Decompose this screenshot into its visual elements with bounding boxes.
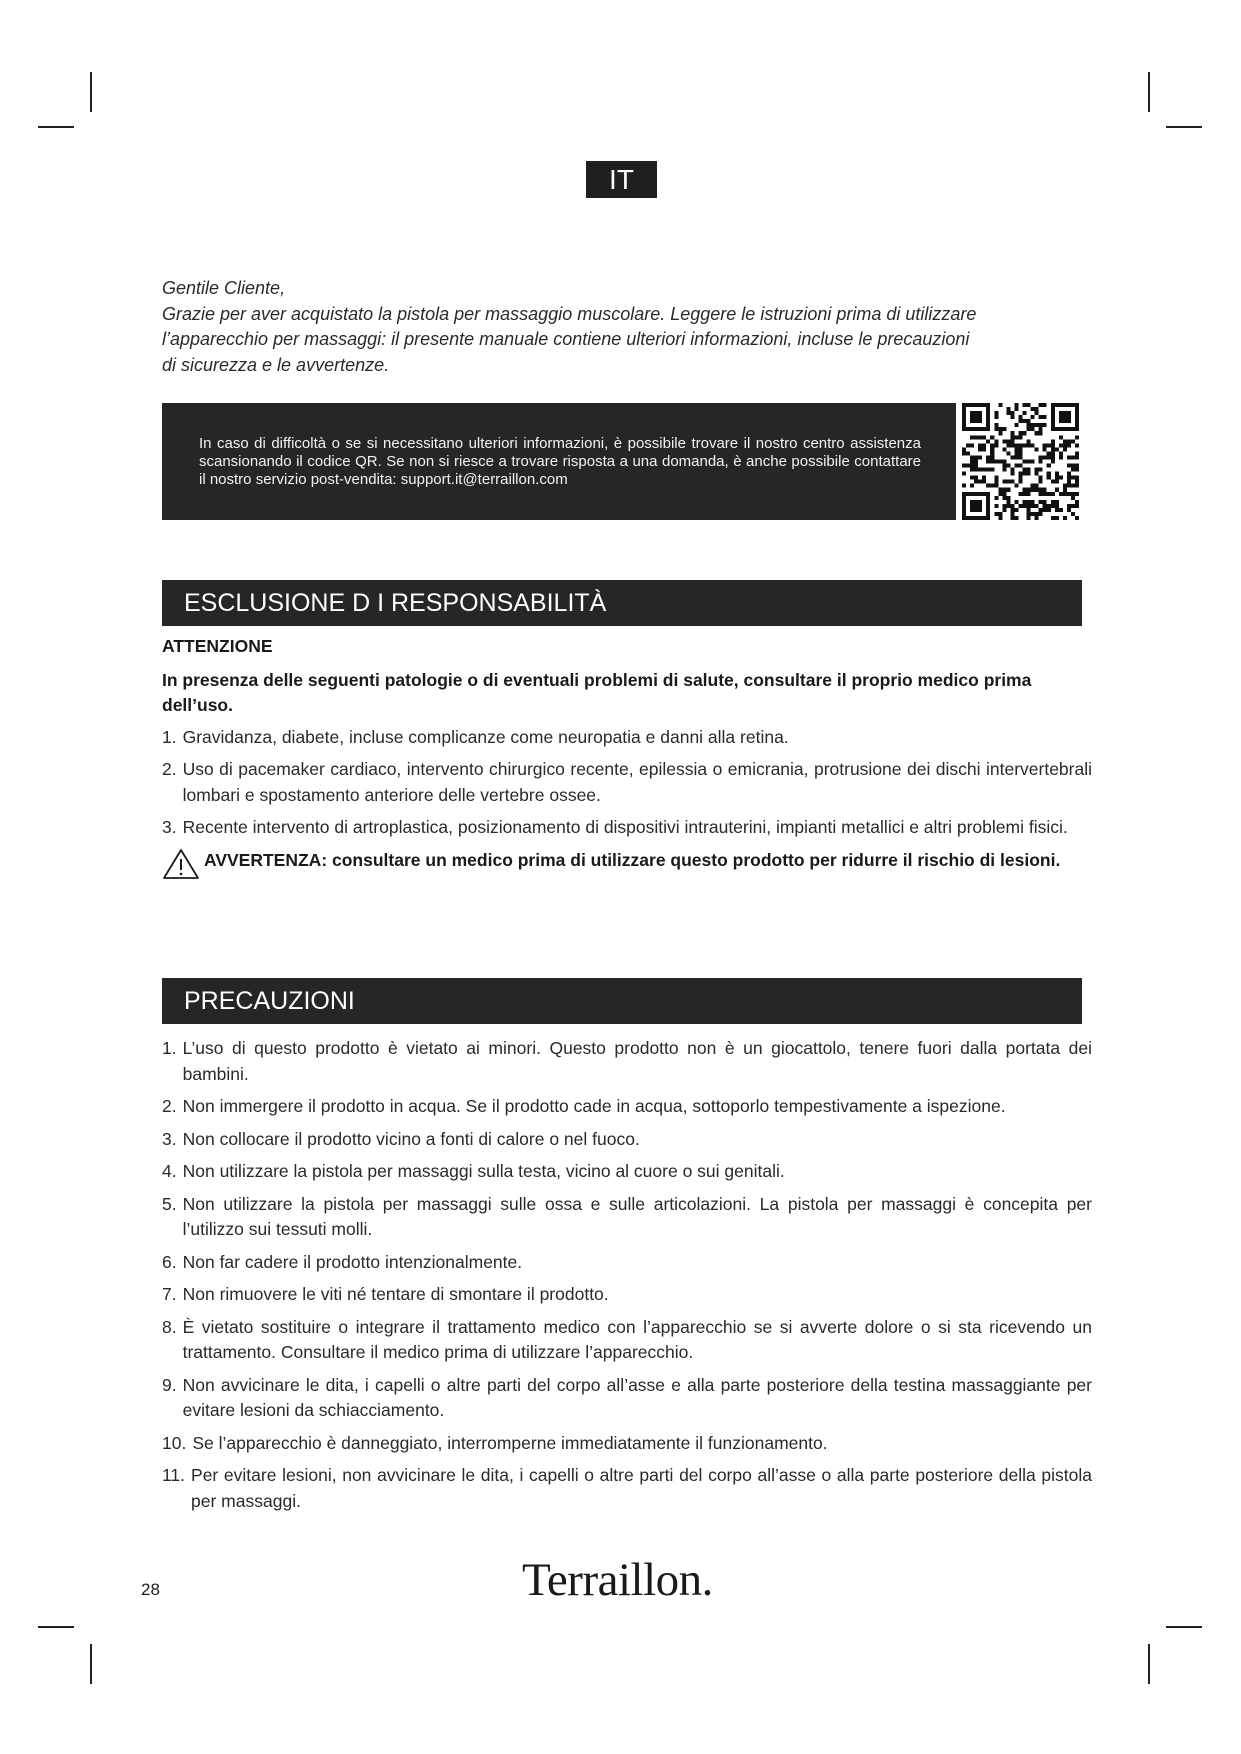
brand-logo: Terraillon. [522, 1554, 713, 1606]
item-number: 2. [162, 1096, 177, 1116]
item-text: Recente intervento di artroplastica, posizionamento di dispositivi intrauterini, impianti metallici e altri problemi fisici. [182, 817, 1068, 837]
item-text: Non rimuovere le viti né tentare di smontare il prodotto. [182, 1284, 609, 1304]
item-number: 10. [162, 1432, 187, 1453]
warning-text: AVVERTENZA: consultare un medico prima di utilizzare questo prodotto per ridurre il rischio di lesioni. [204, 849, 1061, 870]
list-item [162, 815, 1092, 841]
crop-mark [90, 1644, 92, 1684]
list-item [162, 1036, 1092, 1087]
item-text: Uso di pacemaker cardiaco, intervento chirurgico recente, epilessia o emicrania, protrusione dei dischi intervertebrali lombari e spostamento anteriore delle vertebre ossee. [182, 759, 1092, 805]
support-info-box [162, 403, 956, 520]
intro-line: l’apparecchio per massaggi: il presente manuale contiene ulteriori informazioni, incluse le precauzioni [162, 329, 970, 349]
item-number: 9. [162, 1374, 177, 1395]
list-item [162, 1431, 1092, 1457]
item-number: 2. [162, 759, 177, 779]
item-number: 1. [162, 1038, 177, 1058]
item-text: Non immergere il prodotto in acqua. Se il prodotto cade in acqua, sottoporlo tempestivamente a ispezione. [182, 1096, 1006, 1116]
list-item [162, 1315, 1092, 1366]
list-item [162, 1373, 1092, 1424]
item-text: È vietato sostituire o integrare il trattamento medico con l’apparecchio se si avverte dolore o si sta ricevendo un trattamento. Consultare il medico prima di utilizzare l’apparecchio. [182, 1316, 1092, 1362]
crop-mark [38, 126, 74, 128]
crop-mark [1166, 1626, 1202, 1628]
item-text: Per evitare lesioni, non avvicinare le dita, i capelli o altre parti del corpo all’asse o alla parte posteriore della pistola per massaggi. [191, 1465, 1092, 1511]
list-item [162, 1159, 1092, 1185]
item-text: L’uso di questo prodotto è vietato ai minori. Questo prodotto non è un giocattolo, tenere fuori dalla portata dei bambini. [182, 1038, 1092, 1084]
item-number: 5. [162, 1193, 177, 1214]
section-header-precautions [162, 978, 1082, 1024]
crop-mark [1166, 126, 1202, 128]
item-number: 8. [162, 1316, 177, 1337]
item-text: Gravidanza, diabete, incluse complicanze come neuropatia e danni alla retina. [182, 726, 789, 747]
language-badge: IT [586, 161, 657, 198]
section-title: ESCLUSIONE D I RESPONSABILITÀ [184, 588, 607, 617]
crop-mark [1148, 72, 1150, 112]
item-number: 3. [162, 1128, 177, 1149]
crop-mark [38, 1626, 74, 1628]
crop-mark [1148, 1644, 1150, 1684]
item-number: 1. [162, 726, 177, 747]
attention-text: In presenza delle seguenti patologie o di eventuali problemi di salute, consultare il proprio medico prima dell’uso. [162, 669, 1032, 715]
item-number: 6. [162, 1251, 177, 1272]
list-item [162, 725, 1092, 751]
intro-line: Grazie per aver acquistato la pistola per massaggio muscolare. Leggere le istruzioni prima di utilizzare [162, 303, 977, 324]
item-number: 11. [162, 1465, 186, 1485]
item-text: Non utilizzare la pistola per massaggi sulla testa, vicino al cuore o sui genitali. [182, 1161, 785, 1181]
attention-label: ATTENZIONE [162, 636, 273, 656]
list-item [162, 1463, 1092, 1514]
list-item [162, 757, 1092, 808]
item-text: Se l’apparecchio è danneggiato, interromperne immediatamente il funzionamento. [192, 1432, 828, 1453]
item-text: Non collocare il prodotto vicino a fonti di calore o nel fuoco. [182, 1128, 640, 1149]
intro-line: di sicurezza e le avvertenze. [162, 354, 390, 375]
intro-text [162, 276, 1082, 378]
warning-notice [162, 848, 1092, 880]
item-number: 7. [162, 1284, 177, 1304]
list-item [162, 1094, 1092, 1120]
precautions-list [162, 1036, 1092, 1521]
disclaimer-body [162, 634, 1092, 880]
item-number: 4. [162, 1161, 177, 1181]
warning-triangle-icon [162, 848, 200, 880]
greeting: Gentile Cliente, [162, 278, 286, 298]
item-number: 3. [162, 817, 177, 837]
list-item [162, 1192, 1092, 1243]
list-item [162, 1250, 1092, 1276]
list-item [162, 1282, 1092, 1308]
item-text: Non utilizzare la pistola per massaggi sulle ossa e sulle articolazioni. La pistola per massaggi è concepita per l’utilizzo sui tessuti molli. [182, 1193, 1092, 1239]
page-number: 28 [141, 1580, 160, 1599]
list-item [162, 1127, 1092, 1153]
section-title: PRECAUZIONI [184, 986, 355, 1015]
crop-mark [90, 72, 92, 112]
item-text: Non avvicinare le dita, i capelli o altre parti del corpo all’asse e alla parte posteriore della testina massaggiante per evitare lesioni da schiacciamento. [182, 1374, 1092, 1420]
section-header-disclaimer [162, 580, 1082, 626]
support-info-text: In caso di difficoltà o se si necessitano ulteriori informazioni, è possibile trovare il nostro centro assistenza scansionando il codice QR. Se non si riesce a trovare risposta a una domanda, è anche possibile contattare il nostro servizio post-vendita: support.it@terraillon.com [199, 435, 921, 488]
item-text: Non far cadere il prodotto intenzionalmente. [182, 1251, 523, 1272]
qr-code-icon [962, 403, 1079, 520]
